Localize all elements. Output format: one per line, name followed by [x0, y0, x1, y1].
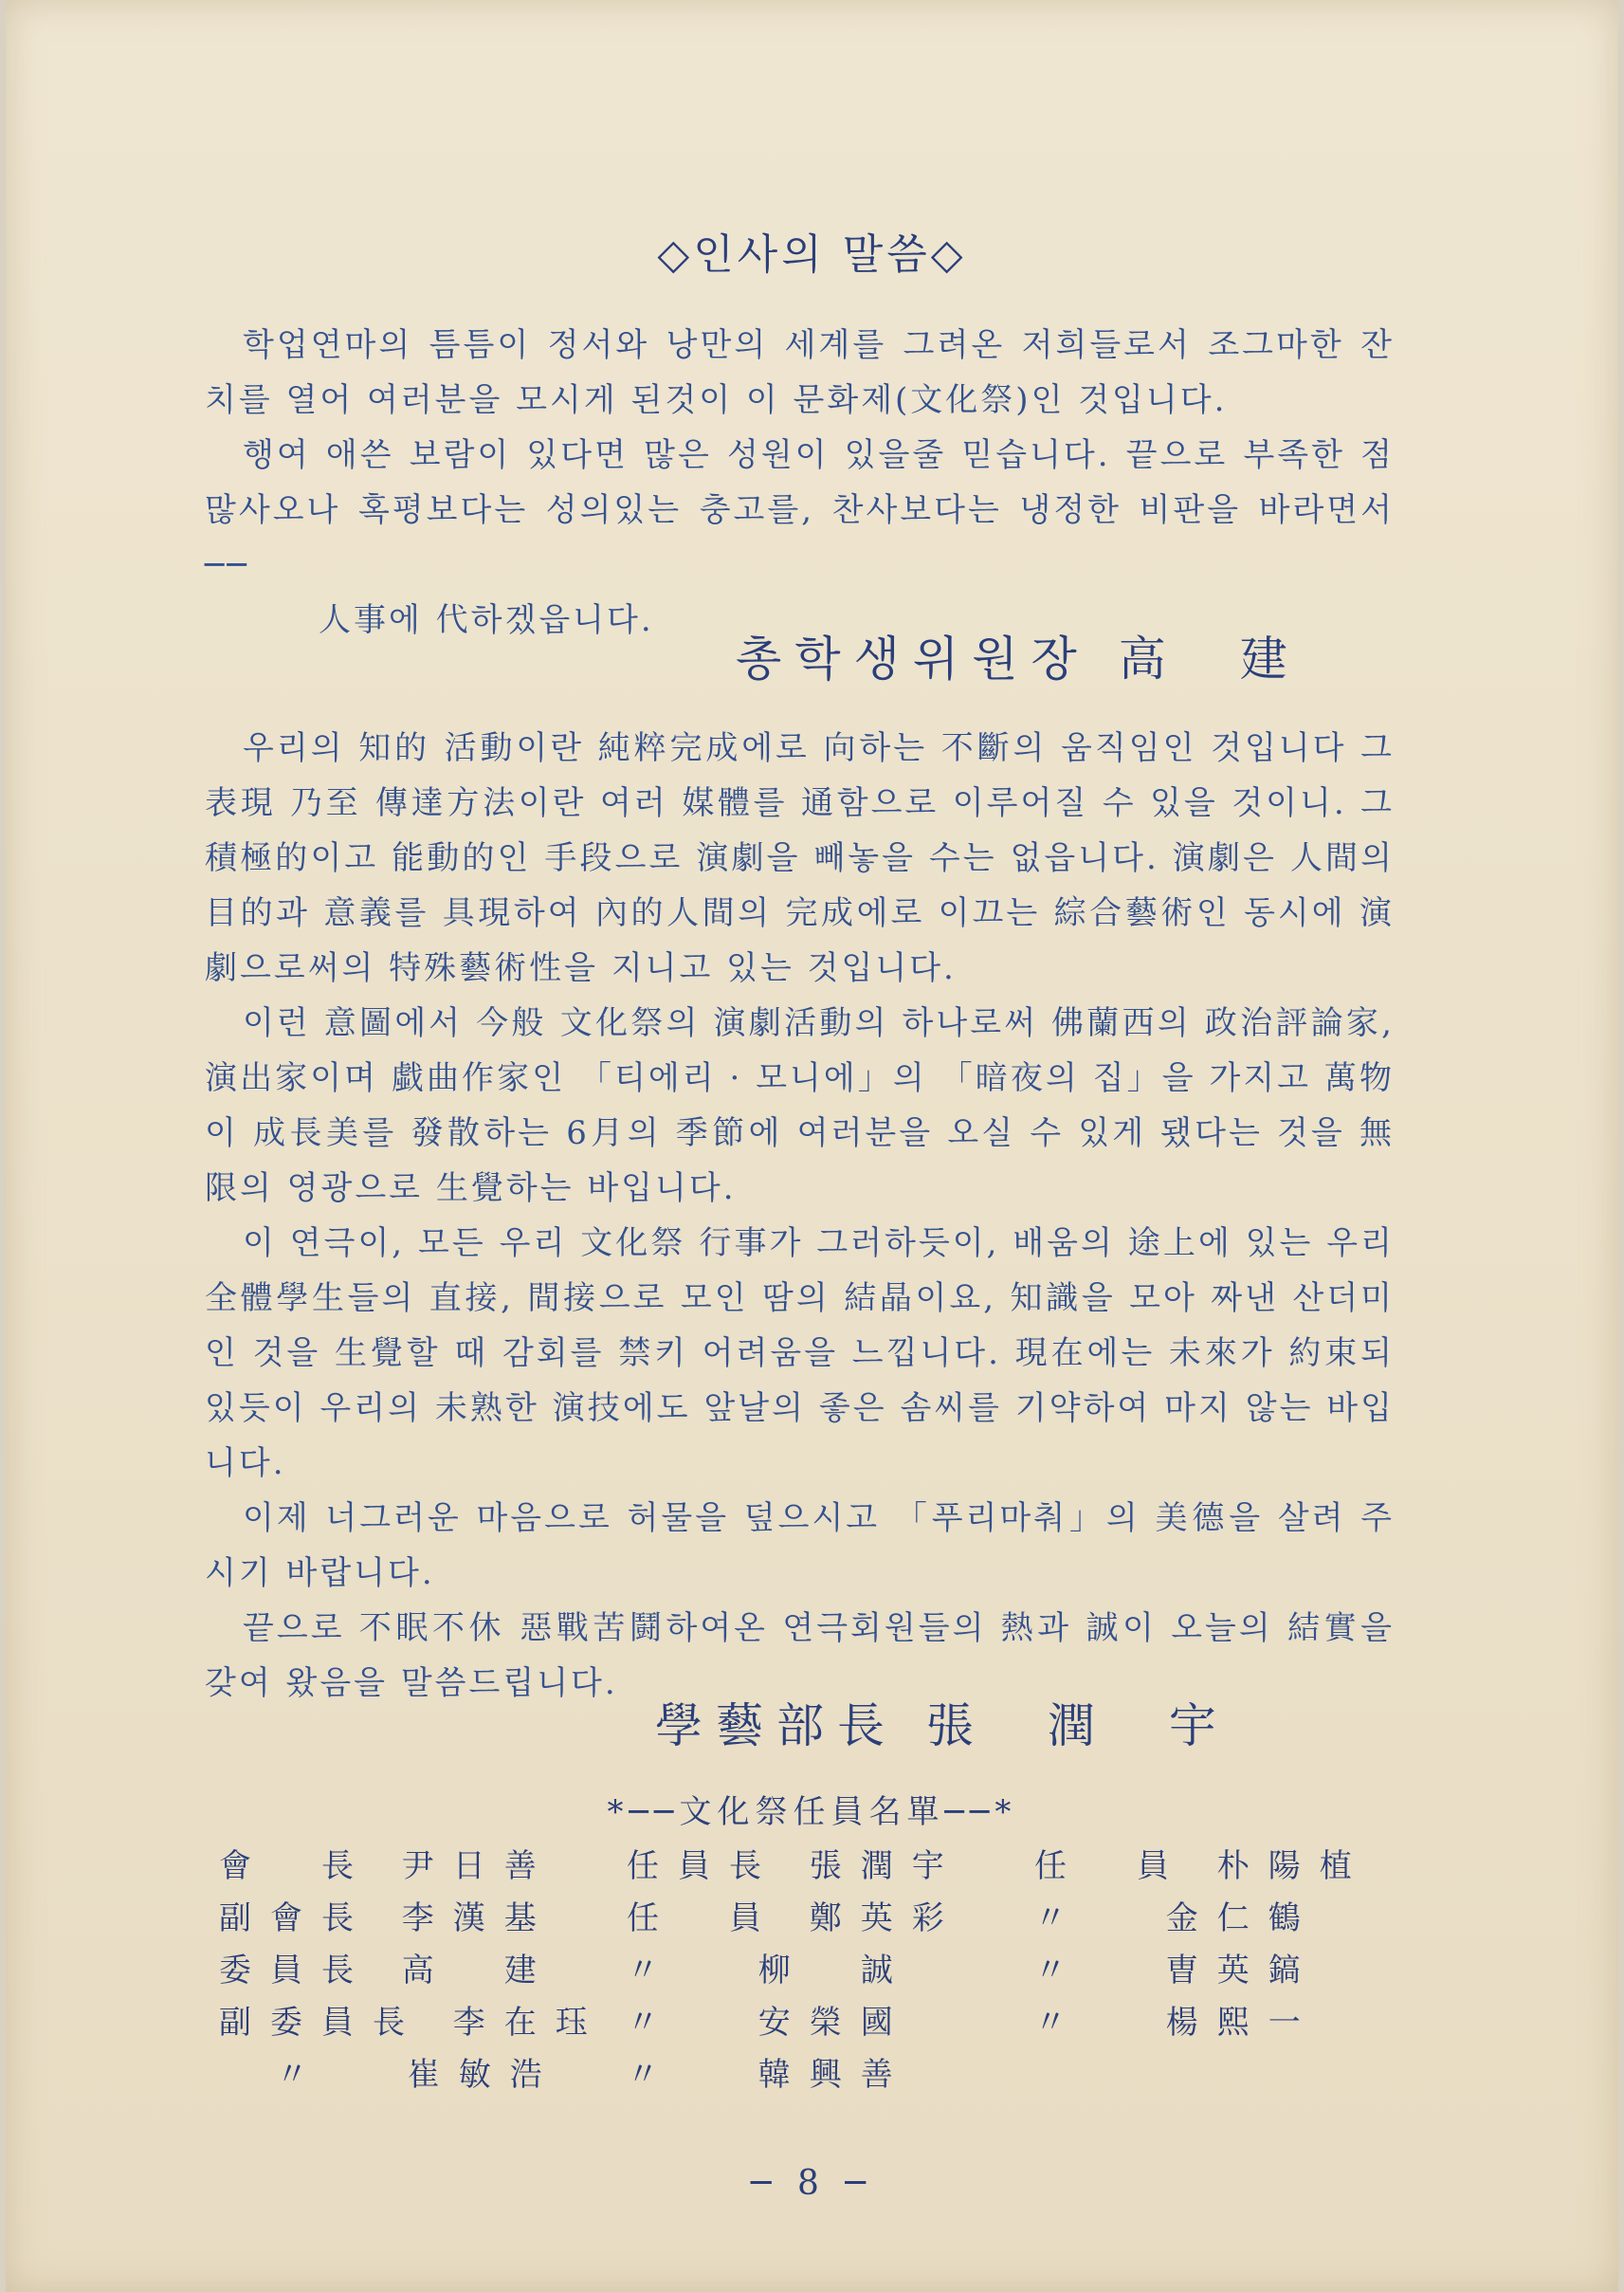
roster-entry: 副會長 李漢基: [219, 1899, 556, 1937]
document-page: [6, 0, 1618, 2292]
roster-entry: 〃 金仁鶴: [1034, 1899, 1320, 1937]
greeting-paragraph: 학업연마의 틈틈이 정서와 낭만의 세계를 그려온 저희들로서 조그마한 잔치를 열어 여러분을 모시게 된것이 이 문화제(文化祭)인 것입니다.: [205, 326, 1395, 419]
body-paragraph: 끝으로 不眠不休 惡戰苦鬪하여온 연극회원들의 熱과 誠이 오늘의 結實을 갖여 왔음을 말씀드립니다.: [205, 1609, 1395, 1702]
roster-row: [219, 1996, 1414, 2048]
roster-entry: 〃 安榮國: [627, 2004, 912, 2042]
roster-entry: 〃 韓興善: [627, 2056, 912, 2094]
roster-title: *──文化祭任員名單──*: [607, 1793, 1017, 1831]
roster-entry: 〃 楊熙一: [1034, 2004, 1320, 2042]
roster-entry: 〃 曺英鎬: [1034, 1952, 1320, 1989]
signature-student-council: 총학생위원장 高 建: [736, 632, 1301, 687]
body-paragraph: 이 연극이, 모든 우리 文化祭 行事가 그러하듯이, 배움의 途上에 있는 우리 全體學生들의 直接, 間接으로 모인 땀의 結晶이요, 知識을 모아 짜낸 산더미인 것을 生覺할 때 감회를 禁키 어려움을 느낍니다. 現在에는 未來가 約束되 있듯이 우리의 未熟한 演技에도 앞날의 좋은 솜씨를 기약하여 마지 않는 바입니다.: [205, 1224, 1395, 1482]
greeting-paragraph: 人事에 代하겠읍니다.: [319, 601, 654, 639]
roster-row: [219, 1892, 1414, 1944]
roster-entry: 〃 柳 誠: [627, 1952, 912, 1989]
page-title: ◇인사의 말씀◇: [657, 230, 967, 279]
roster-entry: 〃 崔敏浩: [276, 2056, 561, 2094]
roster-entry: 任員長 張潤宇: [627, 1847, 963, 1885]
roster-row: [219, 2048, 1414, 2100]
roster-entry: 副委員長 李在珏: [219, 2004, 607, 2042]
body-paragraph: 이제 너그러운 마음으로 허물을 덮으시고 「푸리마춰」의 美德을 살려 주시기 바랍니다.: [205, 1499, 1395, 1592]
roster-row: [219, 1840, 1414, 1892]
body-paragraph: 이런 意圖에서 今般 文化祭의 演劇活動의 하나로써 佛蘭西의 政治評論家, 演出家이며 戱曲作家인 「티에리 · 모니에」의 「暗夜의 집」을 가지고 萬物이 成長美를 發散하는 6月의 季節에 여러분을 오실 수 있게 됐다는 것을 無限의 영광으로 生覺하는 바입니다.: [205, 1004, 1395, 1207]
roster-entry: 委員長 高 建: [219, 1952, 556, 1989]
roster-entry: 任 員 朴陽植: [1034, 1847, 1371, 1885]
roster-entry: 任 員 鄭英彩: [627, 1899, 963, 1937]
signature-arts-department: 學藝部長 張 潤 宇: [655, 1698, 1230, 1753]
roster-row: [219, 1944, 1414, 1996]
greeting-paragraph: 행여 애쓴 보람이 있다면 많은 성원이 있을줄 믿습니다. 끝으로 부족한 점 많사오나 혹평보다는 성의있는 충고를, 찬사보다는 냉정한 비판을 바라면서──: [205, 436, 1395, 584]
page-number: ─ 8 ─: [750, 2164, 874, 2203]
roster-entry: 會 長 尹日善: [219, 1847, 556, 1885]
body-paragraph: 우리의 知的 活動이란 純粹完成에로 向하는 不斷의 움직임인 것입니다 그 表現 乃至 傳達方法이란 여러 媒體를 通함으로 이루어질 수 있을 것이니. 그 積極的이고 能動的인 手段으로 演劇을 빼놓을 수는 없읍니다. 演劇은 人間의 目的과 意義를 具現하여 內的人間의 完成에로 이끄는 綜合藝術인 동시에 演劇으로써의 特殊藝術性을 지니고 있는 것입니다.: [205, 729, 1395, 987]
staff-roster: [219, 1840, 1414, 2100]
